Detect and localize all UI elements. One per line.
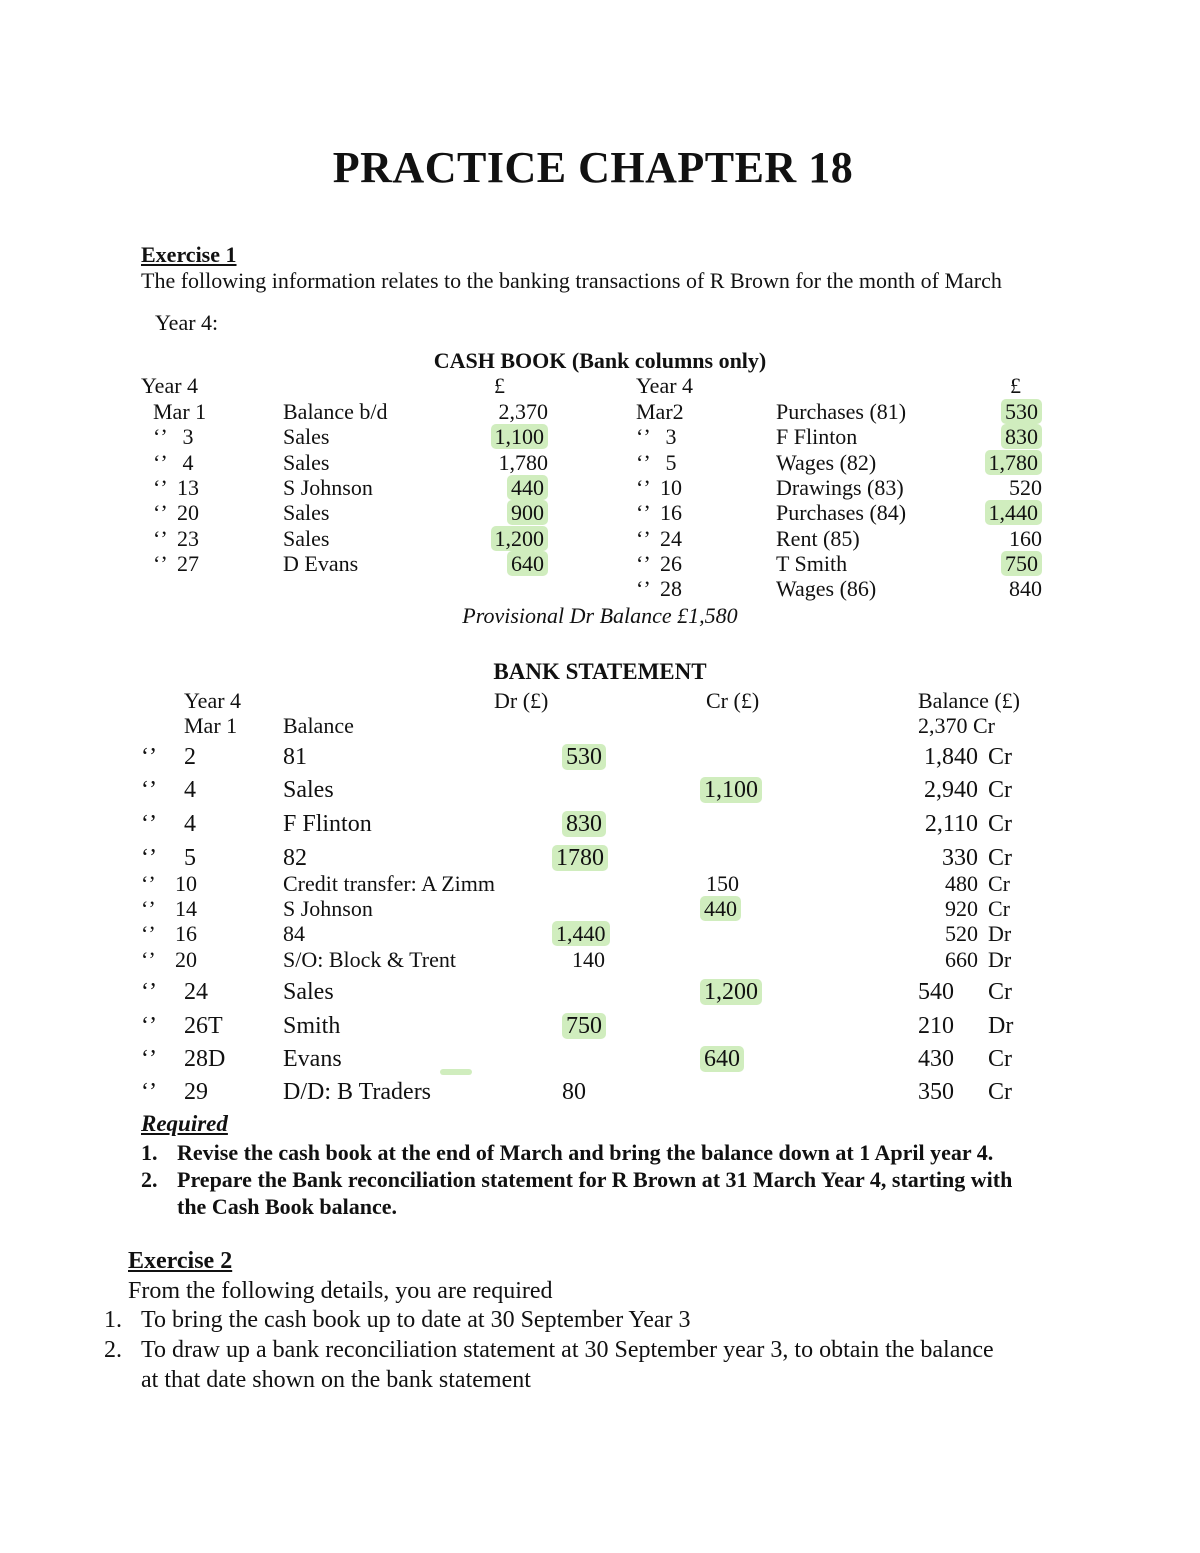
cash-book-cr-desc: Wages (82) bbox=[776, 449, 877, 475]
required-1-num: 1. bbox=[141, 1140, 158, 1165]
cash-book-cr-date: ‘’ 16 bbox=[636, 500, 683, 526]
bank-row-dr-value: 1,440 bbox=[552, 921, 610, 946]
cash-book-dr-date: ‘’ 20 bbox=[153, 500, 200, 526]
bank-statement-cr-header: Cr (£) bbox=[706, 688, 760, 713]
bank-row-side: Cr bbox=[988, 1046, 1012, 1072]
cash-book-dr-desc: Sales bbox=[283, 525, 330, 551]
bank-row-cr bbox=[700, 775, 762, 805]
cash-book-dr-desc: Sales bbox=[283, 424, 330, 450]
exercise-2-item-2-text: To draw up a bank reconciliation statement at 30 September year 3, to obtain the balance bbox=[141, 1337, 994, 1363]
cash-book-cr-desc: F Flinton bbox=[776, 424, 858, 450]
bank-row-date: 24 bbox=[184, 979, 208, 1005]
cash-book-cr-date: ‘’ 28 bbox=[636, 576, 683, 602]
cash-book-cr-amount bbox=[930, 576, 1042, 602]
bank-statement-year: Year 4 bbox=[184, 688, 242, 713]
cash-book-cr-date: ‘’ 26 bbox=[636, 550, 683, 576]
exercise-2-item-2-num: 2. bbox=[104, 1337, 122, 1363]
required-heading: Required bbox=[141, 1111, 228, 1136]
bank-row-cr bbox=[700, 896, 741, 922]
bank-row-dr-value: 1780 bbox=[552, 845, 608, 871]
bank-row-side: Cr bbox=[988, 811, 1012, 837]
bank-row-description: S/O: Block & Trent bbox=[283, 947, 456, 972]
cash-book-dr-amount bbox=[440, 450, 548, 476]
bank-row-date: 4 bbox=[184, 811, 196, 837]
bank-row-dr-value: 80 bbox=[562, 1079, 586, 1105]
cash-book-cr-amount-value: 750 bbox=[1001, 551, 1042, 576]
cash-book-dr-date: Mar 1 bbox=[153, 399, 207, 424]
bank-statement-heading: BANK STATEMENT bbox=[493, 659, 707, 684]
bank-row-dr-value: 830 bbox=[562, 811, 606, 837]
cash-book-dr-desc: Sales bbox=[283, 500, 330, 526]
cash-book-dr-amount-value: 640 bbox=[507, 551, 548, 576]
exercise-1-heading: Exercise 1 bbox=[141, 242, 237, 267]
exercise-1-intro: The following information relates to the banking transactions of R Brown for the month of March bbox=[141, 268, 1002, 293]
bank-row-side: Cr bbox=[988, 1079, 1012, 1105]
cash-book-cr-desc: Rent (85) bbox=[776, 525, 860, 551]
bank-row-ditto-mark: ‘’ bbox=[141, 896, 156, 921]
bank-row-balance: 1,840 bbox=[924, 744, 978, 770]
bank-row-dr bbox=[552, 921, 610, 947]
bank-row-ditto-mark: ‘’ bbox=[141, 1013, 157, 1039]
bank-row-side: Cr bbox=[988, 871, 1010, 896]
cash-book-cr-amount bbox=[930, 526, 1042, 552]
bank-row-balance: 330 bbox=[942, 845, 978, 871]
bank-row-balance: 920 bbox=[945, 896, 978, 921]
cash-book-cr-desc: Purchases (84) bbox=[776, 500, 907, 526]
bank-row-date: 20 bbox=[175, 947, 197, 972]
cash-book-dr-amount-value: 1,780 bbox=[498, 449, 548, 475]
bank-row-cr-value: 640 bbox=[700, 1046, 744, 1072]
cash-book-dr-amount-value: 2,370 bbox=[498, 399, 548, 424]
bank-row-side: Cr bbox=[988, 744, 1012, 770]
cash-book-cr-amount-value: 830 bbox=[1001, 424, 1042, 449]
cash-book-cr-desc: Wages (86) bbox=[776, 576, 877, 602]
cash-book-cr-amount-value: 840 bbox=[1009, 576, 1042, 602]
bank-row-description: D/D: B Traders bbox=[283, 1079, 432, 1105]
cash-book-dr-date: ‘’ 23 bbox=[153, 525, 200, 551]
bank-row-date: 26T bbox=[184, 1013, 223, 1039]
cash-book-cr-amount bbox=[930, 475, 1042, 501]
bank-row-side: Cr bbox=[988, 777, 1012, 803]
bank-row-ditto-mark: ‘’ bbox=[141, 1046, 157, 1072]
cash-book-cr-amount-value: 1,440 bbox=[985, 500, 1043, 525]
cash-book-cr-amount-value: 160 bbox=[1009, 525, 1042, 551]
cash-book-cr-date: ‘’ 24 bbox=[636, 525, 683, 551]
bank-row-ditto-mark: ‘’ bbox=[141, 947, 156, 972]
cash-book-cr-date: ‘’ 10 bbox=[636, 474, 683, 500]
bank-row-balance: 480 bbox=[945, 871, 978, 896]
cash-book-dr-currency: £ bbox=[494, 373, 505, 398]
cash-book-dr-amount bbox=[440, 551, 548, 577]
cash-book-cr-desc: Purchases (81) bbox=[776, 399, 907, 424]
cash-book-dr-desc: Sales bbox=[283, 449, 330, 475]
exercise-2-heading: Exercise 2 bbox=[128, 1248, 233, 1274]
cash-book-cr-amount-value: 1,780 bbox=[985, 450, 1043, 475]
bank-row-balance: 2,940 bbox=[924, 777, 978, 803]
cash-book-cr-year: Year 4 bbox=[636, 373, 694, 398]
bank-row-description: Credit transfer: A Zimm bbox=[283, 871, 496, 896]
cash-book-dr-desc: S Johnson bbox=[283, 474, 373, 500]
bank-row-dr bbox=[562, 742, 606, 772]
required-2-num: 2. bbox=[141, 1167, 158, 1192]
cash-book-dr-amount-value: 440 bbox=[507, 475, 548, 500]
bank-row-balance: 430 bbox=[918, 1046, 954, 1072]
bank-row-side: Cr bbox=[988, 979, 1012, 1005]
cash-book-dr-desc: D Evans bbox=[283, 550, 359, 576]
bank-row-ditto-mark: ‘’ bbox=[141, 871, 156, 896]
exercise-2-item-1-text: To bring the cash book up to date at 30 September Year 3 bbox=[141, 1307, 691, 1333]
bank-row-description: S Johnson bbox=[283, 896, 373, 921]
bank-row-side: Cr bbox=[988, 896, 1010, 921]
bank-statement-balance-header: Balance (£) bbox=[918, 688, 1020, 713]
bank-row-cr-value: 150 bbox=[706, 871, 739, 896]
cash-book-cr-amount-value: 530 bbox=[1001, 399, 1042, 424]
cash-book-dr-amount-value: 900 bbox=[507, 500, 548, 525]
bank-row-dr bbox=[572, 947, 605, 973]
bank-row-cr bbox=[700, 1044, 744, 1074]
bank-row-description: Smith bbox=[283, 1013, 341, 1039]
cash-book-cr-amount bbox=[930, 500, 1042, 526]
bank-row-cr bbox=[700, 977, 762, 1007]
bank-row-cr-value: 1,200 bbox=[700, 979, 762, 1005]
bank-row-side: Cr bbox=[988, 845, 1012, 871]
bank-row-balance: 660 bbox=[945, 947, 978, 972]
page-title: PRACTICE CHAPTER 18 bbox=[332, 143, 854, 192]
bank-row-date: 4 bbox=[184, 777, 196, 803]
cash-book-dr-amount bbox=[440, 526, 548, 552]
bank-row-ditto-mark: ‘’ bbox=[141, 1079, 157, 1105]
bank-row-dr-value: 750 bbox=[562, 1013, 606, 1039]
bank-statement-dr-header: Dr (£) bbox=[494, 688, 549, 713]
bank-row-description: Sales bbox=[283, 777, 334, 803]
bank-row-date: 28D bbox=[184, 1046, 226, 1072]
cash-book-cr-desc: Drawings (83) bbox=[776, 474, 904, 500]
cash-book-dr-date: ‘’ 13 bbox=[153, 474, 200, 500]
highlighter-mark bbox=[440, 1069, 472, 1075]
cash-book-provisional-balance: Provisional Dr Balance £1,580 bbox=[462, 603, 738, 628]
bank-row-side: Dr bbox=[988, 921, 1012, 946]
cash-book-dr-year: Year 4 bbox=[141, 373, 199, 398]
cash-book-dr-desc: Balance b/d bbox=[283, 399, 388, 424]
required-1-text: Revise the cash book at the end of March and bring the balance down at 1 April year 4. bbox=[177, 1140, 994, 1165]
bank-row-dr bbox=[562, 1077, 586, 1107]
bank-row-cr-value: 1,100 bbox=[700, 777, 762, 803]
bank-row-side: Dr bbox=[988, 1013, 1014, 1039]
bank-row-description: Sales bbox=[283, 979, 334, 1005]
bank-row-cr bbox=[706, 871, 739, 897]
cash-book-dr-amount bbox=[440, 500, 548, 526]
bank-row-description: 81 bbox=[283, 744, 307, 770]
required-2-text: Prepare the Bank reconciliation statement for R Brown at 31 March Year 4, starting with bbox=[177, 1167, 1013, 1192]
bank-row-ditto-mark: ‘’ bbox=[141, 744, 157, 770]
bank-row-ditto-mark: ‘’ bbox=[141, 921, 156, 946]
bank-row-date: 29 bbox=[184, 1079, 208, 1105]
bank-row-balance: 210 bbox=[918, 1013, 954, 1039]
cash-book-cr-amount bbox=[930, 424, 1042, 450]
bank-row-description: 84 bbox=[283, 921, 305, 946]
cash-book-dr-date: ‘’ 27 bbox=[153, 550, 200, 576]
bank-row-date: 5 bbox=[184, 845, 196, 871]
bank-row-ditto-mark: ‘’ bbox=[141, 845, 157, 871]
exercise-1-intro-cont: Year 4: bbox=[155, 310, 219, 335]
bank-row-dr bbox=[552, 843, 608, 873]
cash-book-cr-amount bbox=[930, 399, 1042, 425]
exercise-2-item-1-num: 1. bbox=[104, 1307, 122, 1333]
bank-row-dr bbox=[562, 1011, 606, 1041]
cash-book-cr-amount bbox=[930, 551, 1042, 577]
bank-row-dr-value: 140 bbox=[572, 947, 605, 972]
bank-row-description: 82 bbox=[283, 845, 307, 871]
cash-book-dr-amount-value: 1,200 bbox=[491, 526, 549, 551]
bank-row-balance: 540 bbox=[918, 979, 954, 1005]
exercise-2-item-2-text-cont: at that date shown on the bank statement bbox=[141, 1367, 531, 1393]
bank-row-ditto-mark: ‘’ bbox=[141, 811, 157, 837]
bank-opening-desc: Balance bbox=[283, 713, 354, 738]
cash-book-cr-amount-value: 520 bbox=[1009, 474, 1042, 500]
required-2-text-cont: the Cash Book balance. bbox=[177, 1194, 398, 1219]
cash-book-dr-date: ‘’ 3 bbox=[153, 424, 194, 450]
bank-row-side: Dr bbox=[988, 947, 1012, 972]
cash-book-heading: CASH BOOK (Bank columns only) bbox=[433, 348, 767, 373]
bank-row-date: 14 bbox=[175, 896, 197, 921]
bank-row-cr-value: 440 bbox=[700, 896, 741, 921]
cash-book-dr-amount bbox=[440, 424, 548, 450]
bank-row-description: Evans bbox=[283, 1046, 342, 1072]
exercise-2-intro: From the following details, you are required bbox=[128, 1278, 553, 1304]
cash-book-cr-desc: T Smith bbox=[776, 550, 848, 576]
cash-book-cr-currency: £ bbox=[1010, 373, 1021, 398]
bank-row-date: 16 bbox=[175, 921, 197, 946]
bank-row-description: F Flinton bbox=[283, 811, 372, 837]
cash-book-dr-date: ‘’ 4 bbox=[153, 449, 194, 475]
bank-opening-balance: 2,370 Cr bbox=[918, 713, 995, 738]
cash-book-dr-amount bbox=[440, 399, 548, 425]
bank-row-ditto-mark: ‘’ bbox=[141, 979, 157, 1005]
bank-row-ditto-mark: ‘’ bbox=[141, 777, 157, 803]
bank-row-date: 10 bbox=[175, 871, 197, 896]
bank-row-balance: 350 bbox=[918, 1079, 954, 1105]
cash-book-cr-date: Mar2 bbox=[636, 399, 684, 424]
bank-row-balance: 2,110 bbox=[924, 811, 978, 837]
bank-row-dr bbox=[562, 809, 606, 839]
cash-book-cr-date: ‘’ 5 bbox=[636, 449, 677, 475]
cash-book-dr-amount-value: 1,100 bbox=[491, 424, 549, 449]
bank-row-balance: 520 bbox=[945, 921, 978, 946]
bank-opening-date: Mar 1 bbox=[184, 713, 238, 738]
cash-book-cr-date: ‘’ 3 bbox=[636, 424, 677, 450]
bank-row-date: 2 bbox=[184, 744, 196, 770]
cash-book-cr-amount bbox=[930, 450, 1042, 476]
cash-book-dr-amount bbox=[440, 475, 548, 501]
bank-row-dr-value: 530 bbox=[562, 744, 606, 770]
